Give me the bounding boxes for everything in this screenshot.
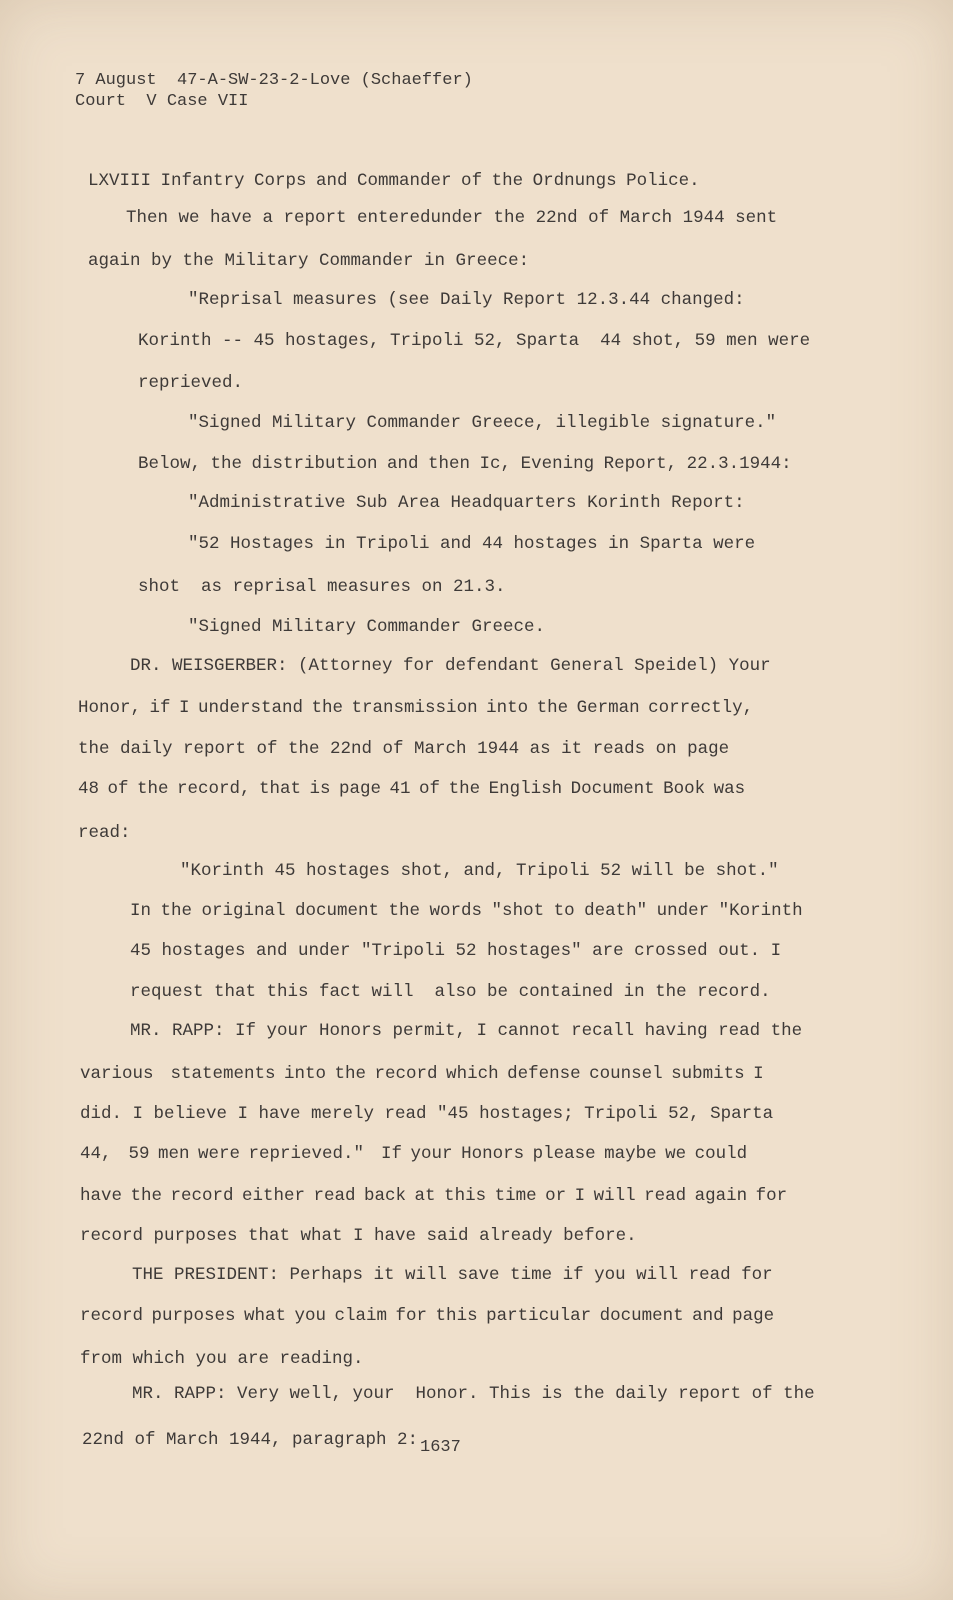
body-line: reprieved. [138, 373, 244, 393]
body-line: record purposes that what I have said already before. [80, 1226, 637, 1246]
body-line: LXVIII Infantry Corps and Commander of the Ordnungs Police. [88, 171, 700, 191]
body-line: record purposes what you claim for this particular document and page [80, 1306, 775, 1326]
body-line: 22nd of March 1944, paragraph 2: [82, 1430, 419, 1450]
header-line-1: 7 August 47-A-SW-23-2-Love (Schaeffer) [75, 71, 473, 90]
body-line: Below, the distribution and then Ic, Evening Report, 22.3.1944: [138, 454, 792, 474]
body-line: 48 of the record, that is page 41 of the English Document Book was [78, 779, 746, 799]
body-line: "Reprisal measures (see Daily Report 12.3.44 changed: [188, 290, 745, 310]
body-line: DR. WEISGERBER: (Attorney for defendant General Speidel) Your [130, 656, 771, 676]
body-line: Then we have a report enteredunder the 22nd of March 1944 sent [126, 208, 778, 228]
body-line: "52 Hostages in Tripoli and 44 hostages in Sparta were [188, 534, 756, 554]
body-line: various statements into the record which defense counsel submits I [80, 1064, 764, 1084]
body-line: "Signed Military Commander Greece, illegible signature." [188, 413, 777, 433]
body-line: again by the Military Commander in Greece: [88, 251, 530, 271]
body-line: MR. RAPP: Very well, your Honor. This is the daily report of the [132, 1384, 815, 1404]
body-line: the daily report of the 22nd of March 1944 as it reads on page [78, 739, 730, 759]
body-line: "Korinth 45 hostages shot, and, Tripoli 52 will be shot." [180, 861, 779, 881]
body-line: request that this fact will also be contained in the record. [130, 982, 771, 1002]
body-line: read: [78, 823, 131, 843]
header-line-2: Court V Case VII [75, 92, 249, 111]
body-line: have the record either read back at this time or I will read again for [80, 1186, 788, 1206]
body-line: "Administrative Sub Area Headquarters Korinth Report: [188, 493, 745, 513]
body-line: THE PRESIDENT: Perhaps it will save time if you will read for [132, 1265, 773, 1285]
body-line: shot as reprisal measures on 21.3. [138, 577, 506, 597]
body-line: Korinth -- 45 hostages, Tripoli 52, Sparta 44 shot, 59 men were [138, 331, 811, 351]
body-line: did. I believe I have merely read "45 hostages; Tripoli 52, Sparta [80, 1104, 774, 1124]
body-line: 45 hostages and under "Tripoli 52 hostages" are crossed out. I [130, 941, 782, 961]
body-line: Honor, if I understand the transmission into the German correctly, [78, 698, 754, 718]
body-line: 44, 59 men were reprieved." If your Honors please maybe we could [80, 1144, 748, 1164]
body-line: In the original document the words "shot to death" under "Korinth [130, 901, 803, 921]
body-line: "Signed Military Commander Greece. [188, 617, 546, 637]
body-line: MR. RAPP: If your Honors permit, I cannot recall having read the [130, 1021, 803, 1041]
body-line: from which you are reading. [80, 1349, 364, 1369]
page-number: 1637 [420, 1438, 461, 1457]
